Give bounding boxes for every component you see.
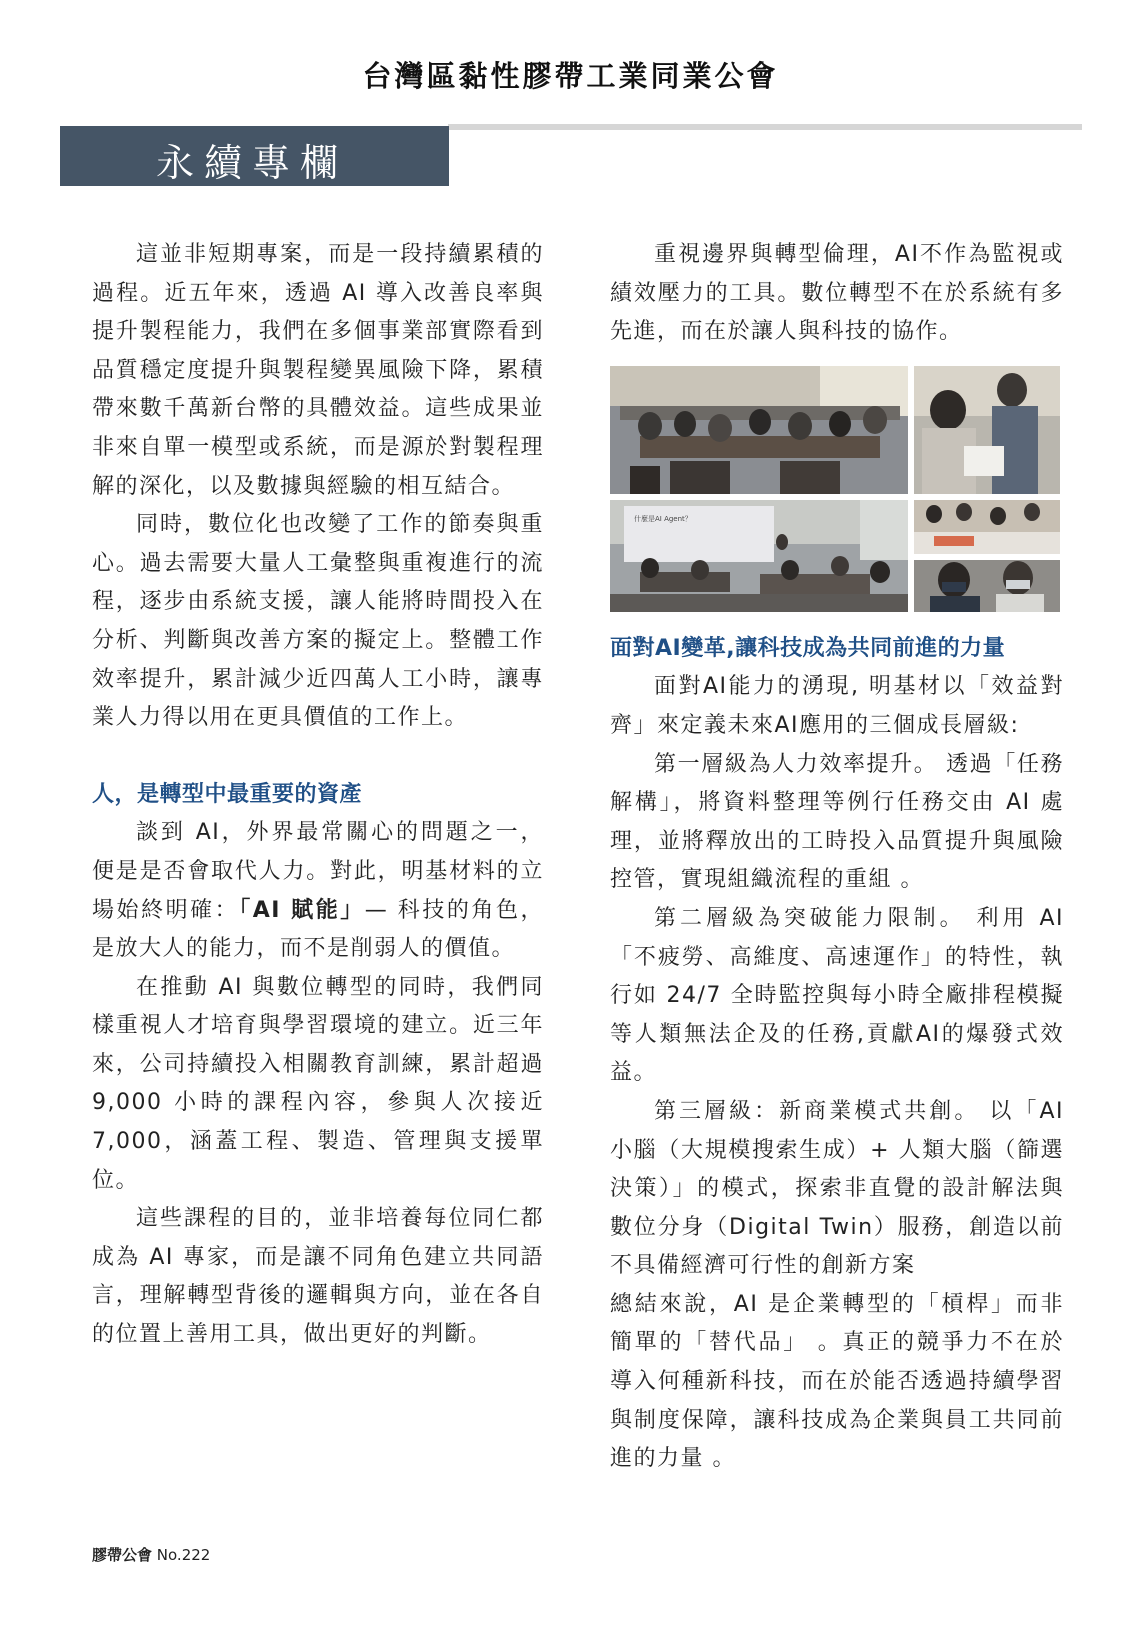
right-column <box>610 236 1064 1479</box>
paragraph: 總結來說，AI 是企業轉型的「槓桿」而非簡單的「替代品」 。真正的競爭力不在於導入何種新科技，而在於能否透過持續學習與制度保障，讓科技成為企業與員工共同前進的力量 。 <box>610 1291 1064 1472</box>
footer <box>92 1544 210 1565</box>
paragraph: 這些課程的目的，並非培養每位同仁都成為 AI 專家，而是讓不同角色建立共同語言，理解轉型背後的邏輯與方向，並在各自的位置上善用工具，做出更好的判斷。 <box>92 1206 544 1348</box>
photo-presentation <box>610 500 908 612</box>
paragraph: 談到 AI，外界最常關心的問題之一，便是是否會取代人力。對此，明基材料的立場始終明確：「AI 賦能」— 科技的角色，是放大人的能力，而不是削弱人的價值。 <box>92 820 544 962</box>
section-banner-label: 永續專欄 <box>156 141 349 185</box>
left-column <box>92 236 544 1355</box>
header-rule <box>448 124 1082 130</box>
photo-group-table <box>914 500 1060 554</box>
org-title: 台灣區黏性膠帶工業同業公會 <box>362 59 779 93</box>
photo-collage <box>610 366 1060 612</box>
paragraph: 重視邊界與轉型倫理，AI不作為監視或績效壓力的工具。數位轉型不在於系統有多先進，而在於讓人與科技的協作。 <box>610 242 1064 345</box>
footer-publication: 膠帶公會 <box>92 1546 153 1564</box>
paragraph: 這並非短期專案，而是一段持續累積的過程。近五年來，透過 AI 導入改善良率與提升製程能力，我們在多個事業部實際看到品質穩定度提升與製程變異風險下降，累積帶來數千萬新台幣的具體效益。這些成果並非來自單一模型或系統，而是源於對製程理解的深化，以及數據與經驗的相互結合。 <box>92 242 544 499</box>
paragraph: 第二層級為突破能力限制。 利用 AI「不疲勞、高維度、高速運作」的特性，執行如 24/7 全時監控與每小時全廠排程模擬等人類無法企及的任務,貢獻AI的爆發式效益。 <box>610 905 1064 1086</box>
paragraph: 同時，數位化也改變了工作的節奏與重心。過去需要大量人工彙整與重複進行的流程，逐步由系統支援，讓人能將時間投入在分析、判斷與改善方案的擬定上。整體工作效率提升，累計減少近四萬人工小時，讓專業人力得以用在更具價值的工作上。 <box>92 512 544 731</box>
emphasis-text: 「AI 賦能」 <box>239 897 365 923</box>
photo-masked-colleagues <box>914 560 1060 612</box>
section-heading: 面對AI變革,讓科技成為共同前進的力量 <box>610 635 1006 661</box>
footer-issue: No.222 <box>156 1546 211 1564</box>
paragraph: 在推動 AI 與數位轉型的同時，我們同樣重視人才培育與學習環境的建立。近三年來，公司持續投入相關教育訓練，累計超過 9,000 小時的課程內容，參與人次接近 7,000，涵蓋工程、製造、管理與支援單位。 <box>92 974 544 1193</box>
paragraph: 面對AI能力的湧現, 明基材以「效益對齊」來定義未來AI應用的三個成長層級: <box>610 674 1064 738</box>
paragraph: 第一層級為人力效率提升。 透過「任務解構」，將資料整理等例行任務交由 AI 處理，並將釋放出的工時投入品質提升與風險控管，實現組織流程的重組 。 <box>610 751 1064 893</box>
photo-discussion <box>914 366 1060 494</box>
section-heading: 人，是轉型中最重要的資產 <box>92 781 363 807</box>
screen-text: 什麼是AI Agent？ <box>634 514 692 523</box>
paragraph: 第三層級：新商業模式共創。 以「AI 小腦（大規模搜索生成）+ 人類大腦（篩選決策）」的模式，探索非直覺的設計解法與數位分身（Digital Twin）服務，創造以前不具備經濟可行性的創新方案 <box>610 1098 1064 1279</box>
section-banner <box>60 126 449 186</box>
photo-meeting-room <box>610 366 908 494</box>
